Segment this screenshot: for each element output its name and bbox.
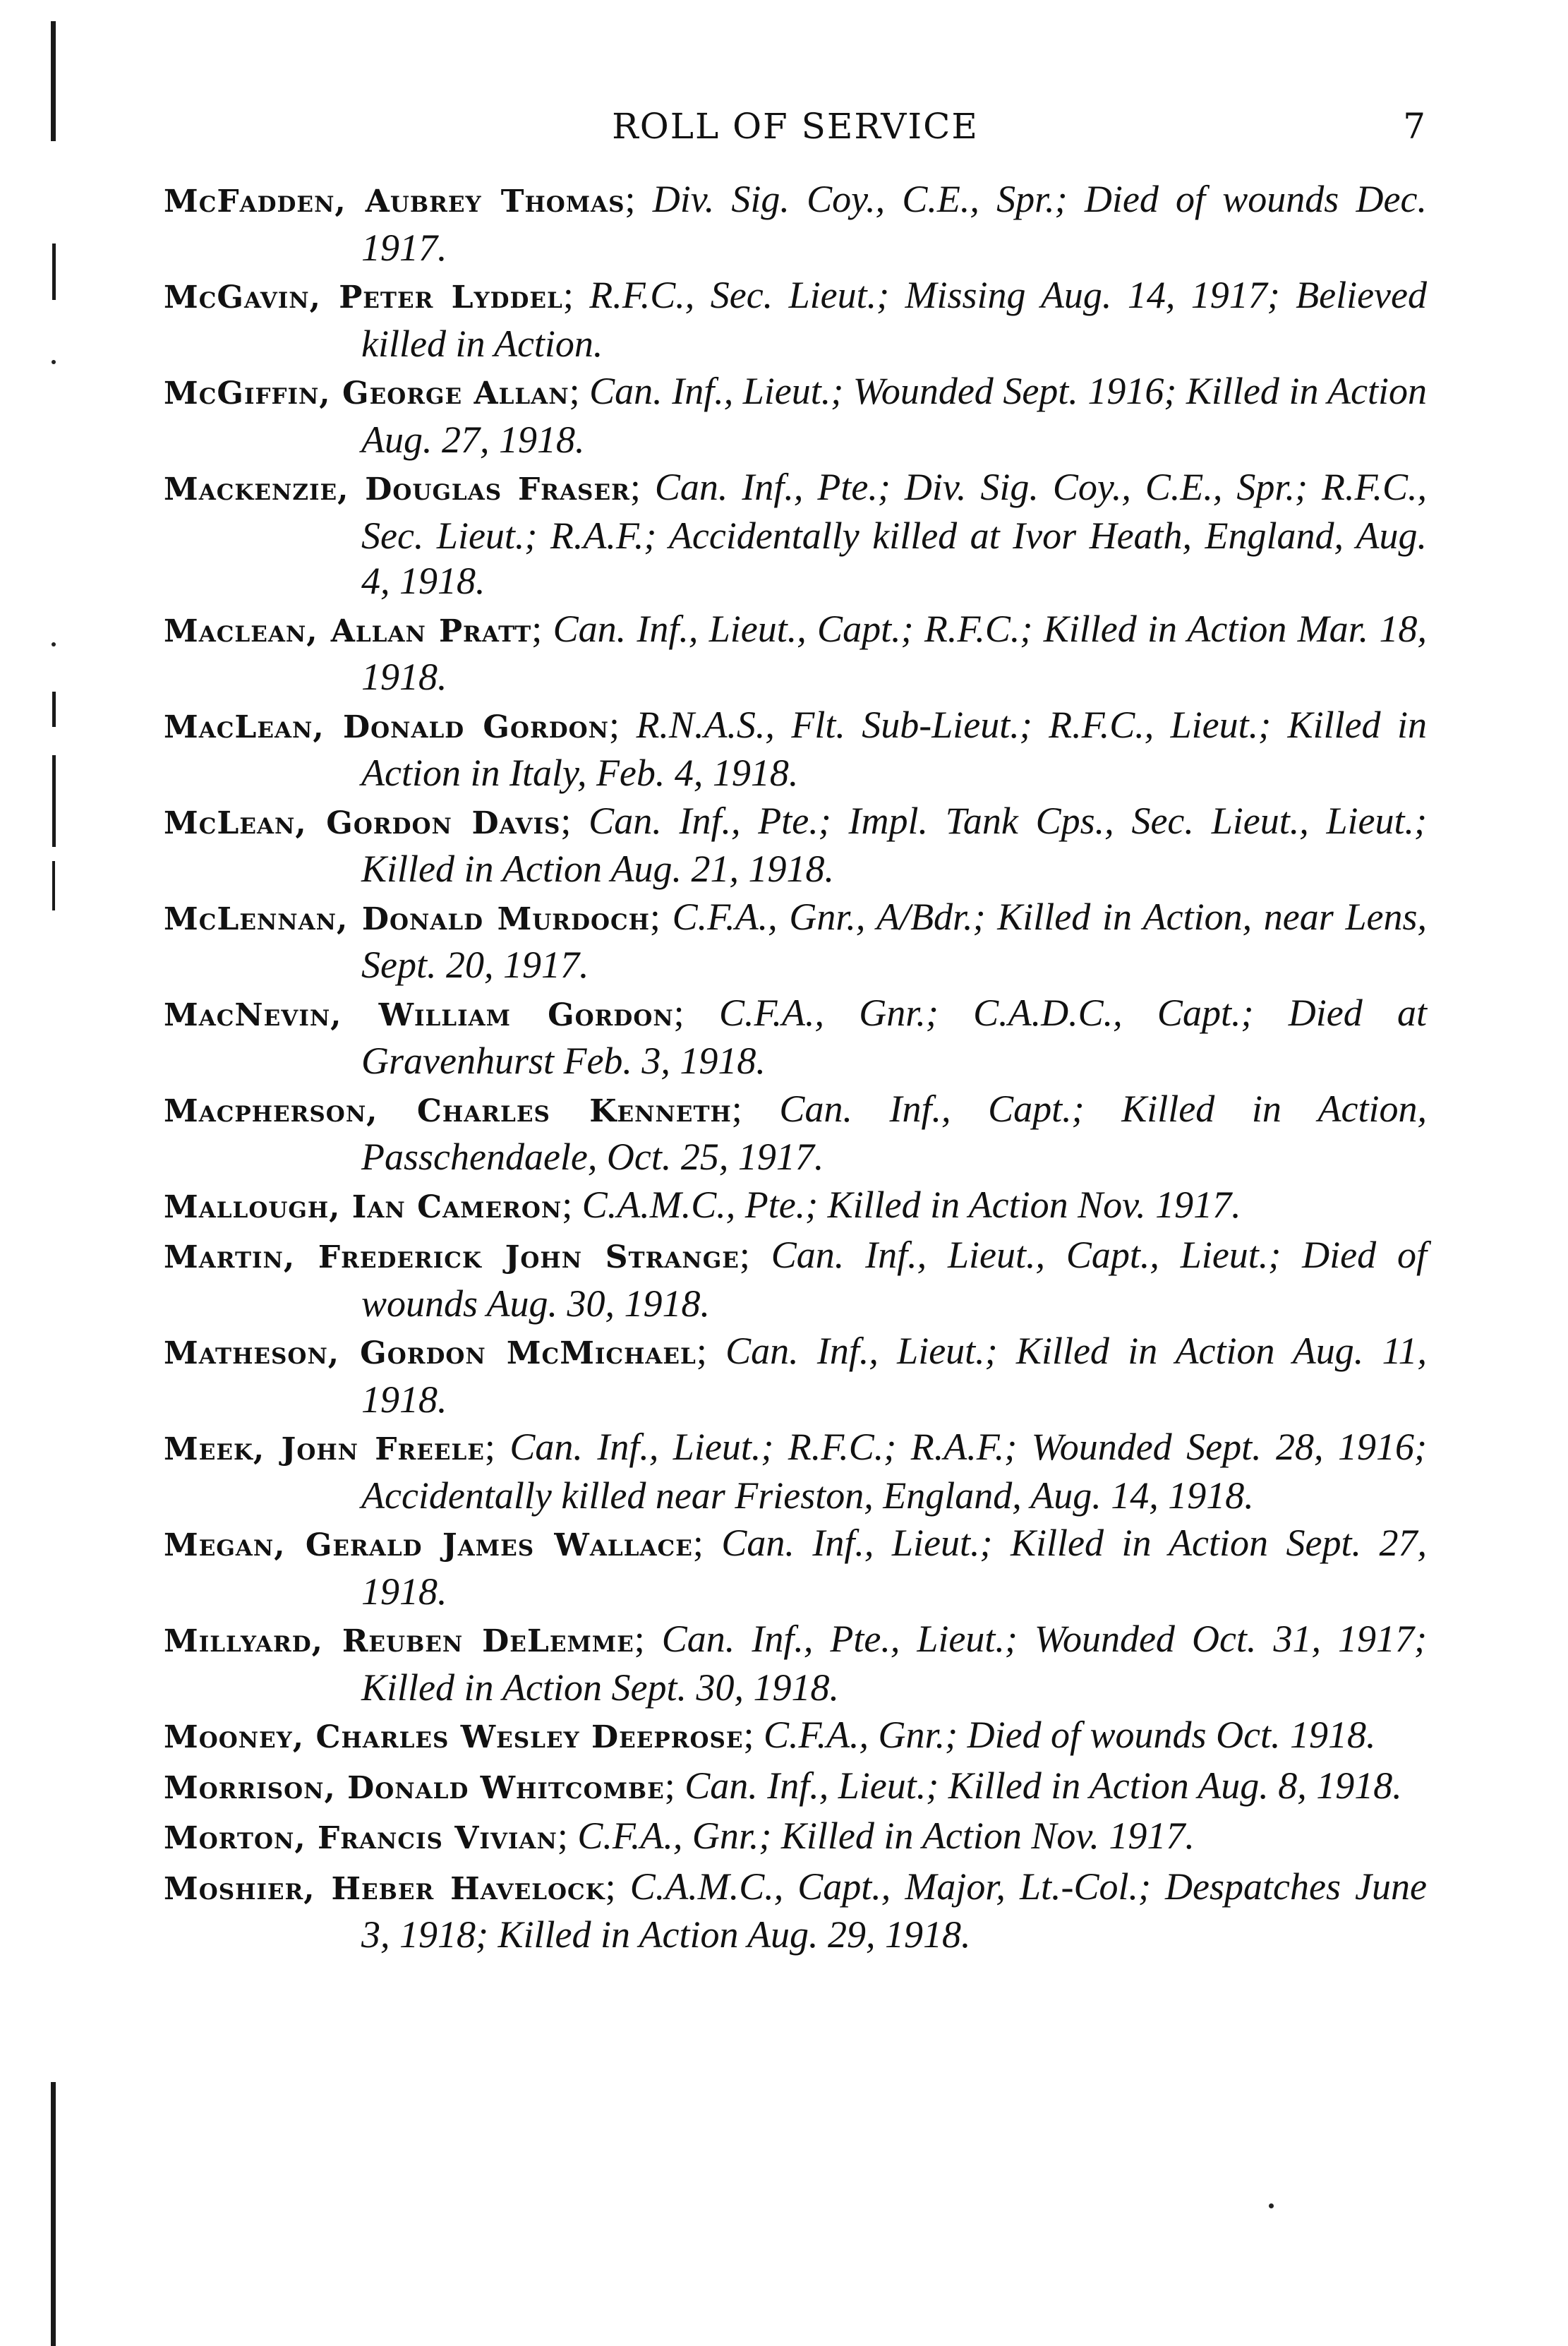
entry-name: Mackenzie, Douglas Fraser [164, 471, 630, 507]
entry-service-detail: Can. Inf., Pte., Lieut.; Wounded Oct. 31, 1917; Killed in Action Sept. 30, 1918. [361, 1618, 1427, 1709]
entry-service-detail: C.F.A., Gnr.; C.A.D.C., Capt.; Died at Gravenhurst Feb. 3, 1918. [361, 991, 1427, 1082]
roll-entry: McGiffin, George Allan; Can. Inf., Lieut.; Wounded Sept. 1916; Killed in Action Aug. 27, 1918. [164, 370, 1427, 461]
running-title: ROLL OF SERVICE [612, 106, 979, 147]
scan-speck [1269, 2203, 1274, 2208]
roll-entry: Megan, Gerald James Wallace; Can. Inf., Lieut.; Killed in Action Sept. 27, 1918. [164, 1522, 1427, 1613]
binding-edge-rule [52, 861, 55, 910]
binding-edge-rule [51, 2082, 56, 2346]
entry-service-detail: Can. Inf., Lieut., Capt., Lieut.; Died of wounds Aug. 30, 1918. [361, 1234, 1427, 1325]
roll-entry: MacLean, Donald Gordon; R.N.A.S., Flt. Sub-Lieut.; R.F.C., Lieut.; Killed in Action in Italy, Feb. 4, 1918. [164, 703, 1427, 794]
entry-service-detail: Can. Inf., Lieut., Capt.; R.F.C.; Killed in Action Mar. 18, 1918. [361, 607, 1428, 698]
entry-name: McGavin, Peter Lyddel [164, 279, 563, 315]
entry-name: McLean, Gordon Davis [164, 805, 561, 841]
running-header [164, 99, 1427, 162]
entry-name: MacLean, Donald Gordon [164, 709, 609, 745]
entry-name: McGiffin, George Allan [164, 375, 569, 411]
roll-entry: Mackenzie, Douglas Fraser; Can. Inf., Pte.; Div. Sig. Coy., C.E., Spr.; R.F.C., Sec. Lieut.; R.A.F.; Accidentally killed at Ivor Heath, England, Aug. 4, 1918. [164, 466, 1427, 602]
entry-service-detail: Div. Sig. Coy., C.E., Spr.; Died of wounds Dec. 1917. [361, 178, 1427, 269]
entry-name: Martin, Frederick John Strange [164, 1239, 740, 1275]
roll-entry: MacNevin, William Gordon; C.F.A., Gnr.; C.A.D.C., Capt.; Died at Gravenhurst Feb. 3, 1918. [164, 991, 1427, 1082]
entry-service-detail: Can. Inf., Lieut.; Wounded Sept. 1916; Killed in Action Aug. 27, 1918. [361, 370, 1427, 461]
entry-name: Moshier, Heber Havelock [164, 1870, 605, 1907]
entry-service-detail: Can. Inf., Capt.; Killed in Action, Passchendaele, Oct. 25, 1917. [361, 1087, 1427, 1178]
roll-entry: Morton, Francis Vivian; C.F.A., Gnr.; Killed in Action Nov. 1917. [164, 1815, 1195, 1857]
entry-service-detail: Can. Inf., Lieut.; Killed in Action Sept. 27, 1918. [361, 1522, 1427, 1613]
entry-name: Maclean, Allan Pratt [164, 613, 532, 649]
binding-edge-rule [52, 243, 56, 300]
roll-entry: Maclean, Allan Pratt; Can. Inf., Lieut., Capt.; R.F.C.; Killed in Action Mar. 18, 1918. [164, 607, 1428, 698]
entry-name: McFadden, Aubrey Thomas [164, 184, 625, 219]
scan-speck [52, 642, 56, 646]
binding-edge-rule [51, 21, 56, 141]
roll-entry: Moshier, Heber Havelock; C.A.M.C., Capt., Major, Lt.-Col.; Despatches June 3, 1918; Killed in Action Aug. 29, 1918. [164, 1865, 1427, 1956]
roll-entry: Millyard, Reuben DeLemme; Can. Inf., Pte., Lieut.; Wounded Oct. 31, 1917; Killed in Action Sept. 30, 1918. [164, 1618, 1427, 1709]
roll-entry: Mallough, Ian Cameron; C.A.M.C., Pte.; Killed in Action Nov. 1917. [164, 1183, 1241, 1226]
entry-name: MacNevin, William Gordon [164, 997, 674, 1033]
roll-entry: McFadden, Aubrey Thomas; Div. Sig. Coy., C.E., Spr.; Died of wounds Dec. 1917. [164, 178, 1427, 269]
roll-entry: Macpherson, Charles Kenneth; Can. Inf., Capt.; Killed in Action, Passchendaele, Oct. 25, 1917. [164, 1087, 1427, 1178]
entry-name: Matheson, Gordon McMichael [164, 1335, 696, 1371]
entry-service-detail: Can. Inf., Pte.; Div. Sig. Coy., C.E., Spr.; R.F.C., Sec. Lieut.; R.A.F.; Accidentally killed at Ivor Heath, England, Aug. 4, 1918. [361, 466, 1427, 602]
roll-entry: Matheson, Gordon McMichael; Can. Inf., Lieut.; Killed in Action Aug. 11, 1918. [164, 1330, 1427, 1421]
entry-name: Millyard, Reuben DeLemme [164, 1623, 634, 1659]
roll-entry: McLean, Gordon Davis; Can. Inf., Pte.; Impl. Tank Cps., Sec. Lieut., Lieut.; Killed in Action Aug. 21, 1918. [164, 799, 1427, 890]
entry-service-detail: C.F.A., Gnr.; Died of wounds Oct. 1918. [764, 1714, 1376, 1756]
book-page [164, 99, 1427, 1960]
entry-service-detail: Can. Inf., Pte.; Impl. Tank Cps., Sec. Lieut., Lieut.; Killed in Action Aug. 21, 1918. [361, 799, 1427, 890]
entry-service-detail: R.F.C., Sec. Lieut.; Missing Aug. 14, 1917; Believed killed in Action. [361, 274, 1427, 365]
entry-name: Morton, Francis Vivian [164, 1820, 557, 1856]
entry-service-detail: Can. Inf., Lieut.; Killed in Action Aug. 11, 1918. [361, 1330, 1427, 1421]
entry-service-detail: R.N.A.S., Flt. Sub-Lieut.; R.F.C., Lieut.; Killed in Action in Italy, Feb. 4, 1918. [361, 703, 1427, 794]
entry-name: Megan, Gerald James Wallace [164, 1527, 693, 1563]
entry-service-detail: C.A.M.C., Capt., Major, Lt.-Col.; Despatches June 3, 1918; Killed in Action Aug. 29, 1918. [361, 1865, 1427, 1956]
roll-entry: Meek, John Freele; Can. Inf., Lieut.; R.F.C.; R.A.F.; Wounded Sept. 28, 1916; Accidentally killed near Frieston, England, Aug. 14, 1918. [164, 1426, 1427, 1517]
roll-entry: Martin, Frederick John Strange; Can. Inf., Lieut., Capt., Lieut.; Died of wounds Aug. 30, 1918. [164, 1234, 1427, 1325]
scan-speck [52, 360, 56, 364]
entry-service-detail: C.A.M.C., Pte.; Killed in Action Nov. 1917. [581, 1183, 1241, 1226]
entry-name: Mallough, Ian Cameron [164, 1189, 562, 1225]
entry-name: Morrison, Donald Whitcombe [164, 1769, 665, 1806]
entry-service-detail: C.F.A., Gnr., A/Bdr.; Killed in Action, near Lens, Sept. 20, 1917. [361, 895, 1427, 986]
entry-name: Mooney, Charles Wesley Deeprose [164, 1719, 744, 1755]
page-number: 7 [1403, 106, 1427, 147]
entry-service-detail: Can. Inf., Lieut.; Killed in Action Aug. 8, 1918. [685, 1764, 1402, 1807]
roll-entry: McGavin, Peter Lyddel; R.F.C., Sec. Lieut.; Missing Aug. 14, 1917; Believed killed in Action. [164, 274, 1427, 365]
entry-service-detail: C.F.A., Gnr.; Killed in Action Nov. 1917. [577, 1815, 1195, 1857]
roll-entry: Morrison, Donald Whitcombe; Can. Inf., Lieut.; Killed in Action Aug. 8, 1918. [164, 1764, 1402, 1807]
entry-name: Meek, John Freele [164, 1431, 485, 1467]
entry-name: Macpherson, Charles Kenneth [164, 1093, 732, 1129]
binding-edge-rule [52, 692, 56, 727]
entry-name: McLennan, Donald Murdoch [164, 901, 650, 937]
roll-entries [164, 176, 1427, 1958]
binding-edge-rule [52, 755, 56, 847]
roll-entry: Mooney, Charles Wesley Deeprose; C.F.A., Gnr.; Died of wounds Oct. 1918. [164, 1714, 1376, 1756]
entry-service-detail: Can. Inf., Lieut.; R.F.C.; R.A.F.; Wounded Sept. 28, 1916; Accidentally killed near Frieston, England, Aug. 14, 1918. [361, 1426, 1427, 1517]
roll-entry: McLennan, Donald Murdoch; C.F.A., Gnr., A/Bdr.; Killed in Action, near Lens, Sept. 20, 1917. [164, 895, 1427, 986]
